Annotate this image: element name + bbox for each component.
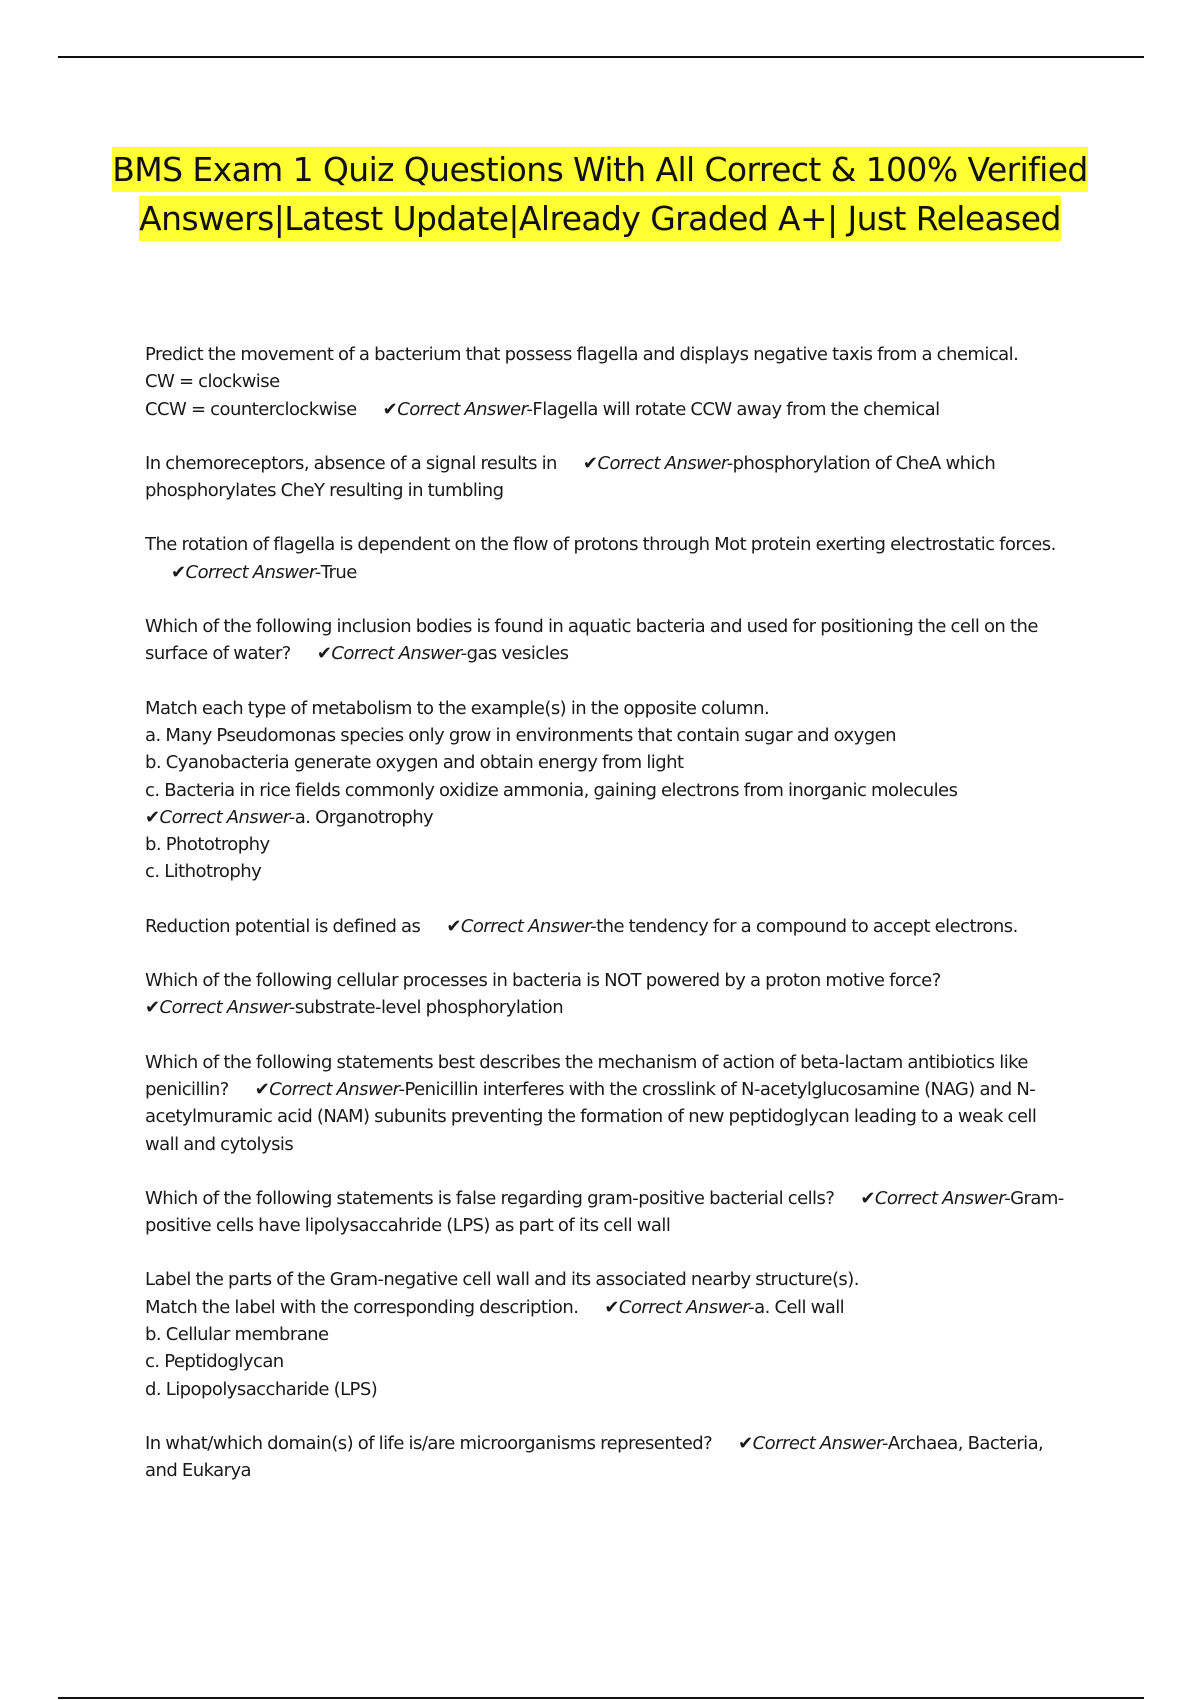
correct-answer-marker: Correct Answer- <box>397 398 533 420</box>
correct-answer-marker: Correct Answer- <box>185 561 321 583</box>
question-text: Which of the following inclusion bodies is found in aquatic bacteria and used for positioning the cell on the surface of water? <box>145 616 1038 665</box>
correct-answer-marker: Correct Answer- <box>597 452 733 474</box>
question-text: Which of the following statements best describes the mechanism of action of beta-lactam antibiotics like penicillin? <box>145 1051 1028 1100</box>
correct-answer-label <box>171 562 321 583</box>
document-title-text: BMS Exam 1 Quiz Questions With All Correct & 100% Verified Answers|Latest Update|Already Graded A+| Just Released <box>112 147 1088 241</box>
answer-text: a. Organotrophy b. Phototrophy c. Lithotrophy <box>145 806 434 883</box>
correct-answer-marker: Correct Answer- <box>331 643 467 665</box>
question-text: The rotation of flagella is dependent on the flow of protons through Mot protein exerting electrostatic forces. <box>145 534 1056 556</box>
correct-answer-label <box>255 1079 405 1100</box>
answer-text: a. Cell wall b. Cellular membrane c. Peptidoglycan d. Lipopolysaccharide (LPS) <box>145 1296 845 1400</box>
answer-text: gas vesicles <box>466 643 569 665</box>
correct-answer-marker: Correct Answer- <box>269 1078 405 1100</box>
title-block <box>100 146 1100 243</box>
document-title <box>100 146 1100 243</box>
checkmark-icon: ✔ <box>145 997 160 1019</box>
question-text: In what/which domain(s) of life is/are microorganisms represented? <box>145 1432 713 1454</box>
correct-answer-label <box>317 643 467 664</box>
correct-answer-marker: Correct Answer- <box>460 915 597 937</box>
answer-text: Archaea, Bacteria, and Eukarya <box>145 1432 1044 1482</box>
question-text: Reduction potential is defined as <box>145 915 421 937</box>
correct-answer-label <box>583 453 733 474</box>
question-text: Predict the movement of a bacterium that possess flagella and displays negative taxis from a chemical. CW = clockwise CCW = counterclockwise <box>145 344 1019 420</box>
question-list <box>145 341 1065 1512</box>
correct-answer-label <box>145 997 295 1018</box>
correct-answer-marker: Correct Answer- <box>159 806 295 828</box>
answer-text: Flagella will rotate CCW away from the chemical <box>532 398 940 420</box>
correct-answer-label <box>738 1433 888 1454</box>
correct-answer-label <box>145 807 295 828</box>
checkmark-icon: ✔ <box>254 1078 270 1100</box>
question-text: Label the parts of the Gram-negative cell wall and its associated nearby structure(s). Match the label with the corresponding description. <box>145 1269 859 1318</box>
checkmark-icon: ✔ <box>171 561 186 583</box>
question-item <box>145 613 1065 668</box>
checkmark-icon: ✔ <box>738 1432 753 1454</box>
correct-answer-label <box>383 399 533 420</box>
answer-text: Penicillin interferes with the crosslink of N-acetylglucosamine (NAG) and N-acetylmuramic acid (NAM) subunits preventing the formation of new peptidoglycan leading to a weak cell wall and cytolysis <box>145 1078 1037 1155</box>
question-text: Which of the following statements is false regarding gram-positive bacterial cells? <box>145 1187 835 1209</box>
header-rule <box>58 56 1144 58</box>
question-text: Which of the following cellular processes in bacteria is NOT powered by a proton motive force? <box>145 970 941 992</box>
checkmark-icon: ✔ <box>316 643 332 665</box>
question-item <box>145 531 1065 586</box>
question-item <box>145 967 1065 1022</box>
question-item <box>145 1266 1065 1402</box>
question-item <box>145 341 1065 423</box>
answer-text: the tendency for a compound to accept electrons. <box>596 915 1018 937</box>
checkmark-icon: ✔ <box>582 452 598 474</box>
correct-answer-marker: Correct Answer- <box>752 1432 888 1454</box>
question-item <box>145 695 1065 886</box>
correct-answer-label <box>604 1297 754 1318</box>
answer-text: phosphorylation of CheA which phosphorylates CheY resulting in tumbling <box>145 452 996 502</box>
question-item <box>145 1049 1065 1158</box>
correct-answer-label <box>860 1188 1010 1209</box>
answer-text: Gram-positive cells have lipolysaccahride (LPS) as part of its cell wall <box>145 1187 1064 1237</box>
question-item <box>145 1430 1065 1485</box>
correct-answer-marker: Correct Answer- <box>159 997 295 1019</box>
checkmark-icon: ✔ <box>382 398 398 420</box>
correct-answer-marker: Correct Answer- <box>874 1187 1011 1209</box>
checkmark-icon: ✔ <box>604 1296 619 1318</box>
question-item <box>145 450 1065 505</box>
correct-answer-label <box>446 916 596 937</box>
footer-rule <box>58 1697 1144 1699</box>
answer-text: substrate-level phosphorylation <box>294 997 564 1019</box>
checkmark-icon: ✔ <box>145 806 160 828</box>
correct-answer-marker: Correct Answer- <box>618 1296 755 1318</box>
checkmark-icon: ✔ <box>446 915 461 937</box>
checkmark-icon: ✔ <box>860 1187 875 1209</box>
question-item <box>145 1185 1065 1240</box>
question-text: In chemoreceptors, absence of a signal results in <box>145 452 557 474</box>
answer-text: True <box>320 561 357 583</box>
question-item <box>145 913 1065 940</box>
question-text: Match each type of metabolism to the example(s) in the opposite column. a. Many Pseudomonas species only grow in environments that contain sugar and oxygen b. Cyanobacteria generate oxygen and obtain energy from light c. Bacteria in rice fields commonly oxidize ammonia, gaining electrons from inorganic molecules <box>145 697 958 801</box>
